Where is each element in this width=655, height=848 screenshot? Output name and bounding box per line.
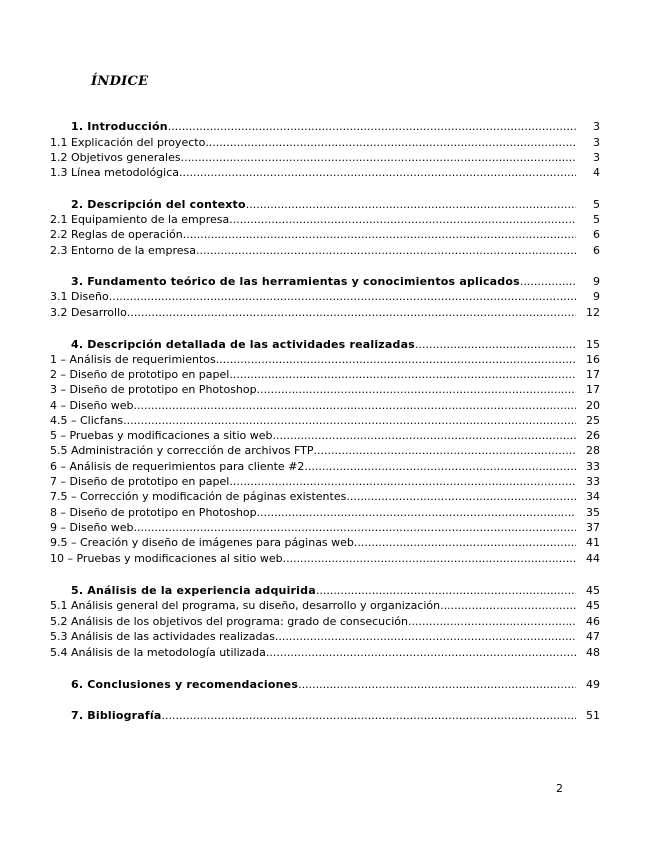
toc-entry-page: 4 xyxy=(593,166,600,179)
toc-entry-page: 26 xyxy=(586,429,600,442)
toc-entry-label: 5.1 Análisis general del programa, su diseño, desarrollo y organización xyxy=(50,599,441,612)
toc-entry-label: 10 – Pruebas y modificaciones al sitio web xyxy=(50,552,283,565)
toc-entry-label: 6. Conclusiones y recomendaciones xyxy=(71,678,299,691)
toc-dot-leader xyxy=(304,459,576,474)
toc-dot-leader xyxy=(216,352,576,367)
toc-entry-label: 4.5 – Clicfans xyxy=(50,414,124,427)
toc-entry-label: 3.1 Diseño xyxy=(50,290,109,303)
toc-title: ÍNDICE xyxy=(91,74,149,89)
toc-entry-page: 3 xyxy=(593,120,600,133)
toc-entry-label: 9 – Diseño web xyxy=(50,521,134,534)
toc-entry-label: 4 – Diseño web xyxy=(50,399,134,412)
toc-section-entry xyxy=(50,274,600,289)
toc-entry xyxy=(50,428,600,443)
toc-entry-page: 37 xyxy=(586,521,600,534)
toc-entry-page: 3 xyxy=(593,151,600,164)
toc-entry-page: 17 xyxy=(586,383,600,396)
toc-entry xyxy=(50,645,600,660)
page-number: 2 xyxy=(556,782,563,795)
toc-entry-page: 33 xyxy=(586,475,600,488)
toc-entry xyxy=(50,305,600,320)
toc-dot-leader xyxy=(257,382,576,397)
toc-entry-page: 6 xyxy=(593,228,600,241)
toc-section-entry xyxy=(50,708,600,723)
toc-dot-leader xyxy=(123,413,576,428)
toc-entry-page: 5 xyxy=(593,213,600,226)
toc-entry-page: 16 xyxy=(586,353,600,366)
toc-entry-label: 8 – Diseño de prototipo en Photoshop xyxy=(50,506,257,519)
toc-entry-page: 41 xyxy=(586,536,600,549)
toc-dot-leader xyxy=(181,150,576,165)
toc-dot-leader xyxy=(266,645,576,660)
toc-dot-leader xyxy=(440,598,576,613)
toc-entry-page: 47 xyxy=(586,630,600,643)
toc-entry-label: 7.5 – Corrección y modificación de páginas existentes xyxy=(50,490,347,503)
toc-dot-leader xyxy=(205,135,576,150)
toc-entry xyxy=(50,352,600,367)
toc-entry-label: 5.3 Análisis de las actividades realizadas xyxy=(50,630,275,643)
toc-entry-label: 1 – Análisis de requerimientos xyxy=(50,353,216,366)
toc-entry xyxy=(50,474,600,489)
toc-entry-label: 1.2 Objetivos generales xyxy=(50,151,181,164)
toc-entry-label: 5.5 Administración y corrección de archivos FTP xyxy=(50,444,314,457)
toc-entry-page: 9 xyxy=(593,290,600,303)
toc-entry xyxy=(50,165,600,180)
toc-entry xyxy=(50,629,600,644)
toc-entry xyxy=(50,150,600,165)
toc-entry-page: 45 xyxy=(586,599,600,612)
toc-entry xyxy=(50,367,600,382)
toc-section-entry xyxy=(50,119,600,134)
toc-dot-leader xyxy=(314,443,576,458)
toc-entry xyxy=(50,459,600,474)
toc-dot-leader xyxy=(298,677,576,692)
toc-entry xyxy=(50,413,600,428)
toc-entry-label: 5 – Pruebas y modificaciones a sitio web xyxy=(50,429,273,442)
toc-entry xyxy=(50,551,600,566)
toc-entry xyxy=(50,443,600,458)
toc-entry-page: 46 xyxy=(586,615,600,628)
toc-entry-label: 6 – Análisis de requerimientos para cliente #2 xyxy=(50,460,305,473)
toc-entry xyxy=(50,520,600,535)
toc-dot-leader xyxy=(520,274,576,289)
toc-entry-label: 5. Análisis de la experiencia adquirida xyxy=(71,584,316,597)
toc-entry-page: 6 xyxy=(593,244,600,257)
toc-entry-page: 34 xyxy=(586,490,600,503)
toc-entry xyxy=(50,535,600,550)
toc-entry-page: 9 xyxy=(593,275,600,288)
toc-dot-leader xyxy=(133,520,576,535)
toc-entry xyxy=(50,505,600,520)
toc-entry-page: 48 xyxy=(586,646,600,659)
toc-dot-leader xyxy=(229,212,576,227)
toc-dot-leader xyxy=(127,305,576,320)
toc-entry-page: 33 xyxy=(586,460,600,473)
toc-dot-leader xyxy=(346,489,576,504)
toc-entry-page: 17 xyxy=(586,368,600,381)
toc-entry-label: 1.1 Explicación del proyecto xyxy=(50,136,206,149)
toc-section-entry xyxy=(50,583,600,598)
toc-dot-leader xyxy=(183,227,576,242)
toc-dot-leader xyxy=(133,398,576,413)
toc-entry-page: 28 xyxy=(586,444,600,457)
toc-entry-label: 1. Introducción xyxy=(71,120,168,133)
toc-entry xyxy=(50,598,600,613)
toc-dot-leader xyxy=(415,337,576,352)
toc-entry xyxy=(50,212,600,227)
toc-entry-page: 20 xyxy=(586,399,600,412)
toc-entry-label: 2. Descripción del contexto xyxy=(71,198,246,211)
toc-entry-page: 15 xyxy=(586,338,600,351)
toc-dot-leader xyxy=(179,165,576,180)
toc-entry-label: 5.2 Análisis de los objetivos del programa: grado de consecución xyxy=(50,615,408,628)
toc-entry xyxy=(50,489,600,504)
toc-dot-leader xyxy=(316,583,576,598)
toc-section-entry xyxy=(50,677,600,692)
toc-entry xyxy=(50,135,600,150)
toc-entry-label: 1.3 Línea metodológica xyxy=(50,166,180,179)
toc-entry-page: 51 xyxy=(586,709,600,722)
toc-dot-leader xyxy=(408,614,576,629)
toc-section-entry xyxy=(50,197,600,212)
toc-entry-label: 7. Bibliografía xyxy=(71,709,162,722)
toc-dot-leader xyxy=(229,474,576,489)
toc-entry-label: 9.5 – Creación y diseño de imágenes para páginas web xyxy=(50,536,354,549)
toc-entry-page: 3 xyxy=(593,136,600,149)
toc-dot-leader xyxy=(162,708,577,723)
toc-dot-leader xyxy=(196,243,576,258)
toc-dot-leader xyxy=(168,119,576,134)
toc-entry-page: 35 xyxy=(586,506,600,519)
toc-entry-page: 12 xyxy=(586,306,600,319)
toc-dot-leader xyxy=(229,367,576,382)
toc-dot-leader xyxy=(283,551,576,566)
toc-dot-leader xyxy=(273,428,576,443)
toc-entry-page: 49 xyxy=(586,678,600,691)
toc-entry-label: 4. Descripción detallada de las actividades realizadas xyxy=(71,338,415,351)
toc-entry xyxy=(50,382,600,397)
toc-entry xyxy=(50,227,600,242)
toc-entry-label: 2.2 Reglas de operación xyxy=(50,228,183,241)
toc-entry-label: 3.2 Desarrollo xyxy=(50,306,127,319)
toc-dot-leader xyxy=(246,197,576,212)
toc-section-entry xyxy=(50,337,600,352)
toc-entry xyxy=(50,243,600,258)
toc-dot-leader xyxy=(109,289,576,304)
toc-dot-leader xyxy=(257,505,576,520)
toc-entry-label: 3. Fundamento teórico de las herramientas y conocimientos aplicados xyxy=(71,275,520,288)
toc-dot-leader xyxy=(275,629,576,644)
toc-entry-page: 25 xyxy=(586,414,600,427)
toc-entry xyxy=(50,398,600,413)
toc-entry-label: 7 – Diseño de prototipo en papel xyxy=(50,475,230,488)
toc-entry-page: 45 xyxy=(586,584,600,597)
toc-dot-leader xyxy=(354,535,576,550)
toc-entry-label: 3 – Diseño de prototipo en Photoshop xyxy=(50,383,257,396)
toc-entry xyxy=(50,614,600,629)
toc-entry-label: 2 – Diseño de prototipo en papel xyxy=(50,368,230,381)
toc-entry-label: 2.3 Entorno de la empresa xyxy=(50,244,197,257)
toc-entry-page: 5 xyxy=(593,198,600,211)
toc-entry xyxy=(50,289,600,304)
toc-entry-label: 5.4 Análisis de la metodología utilizada xyxy=(50,646,266,659)
toc-entry-label: 2.1 Equipamiento de la empresa xyxy=(50,213,230,226)
toc-entry-page: 44 xyxy=(586,552,600,565)
